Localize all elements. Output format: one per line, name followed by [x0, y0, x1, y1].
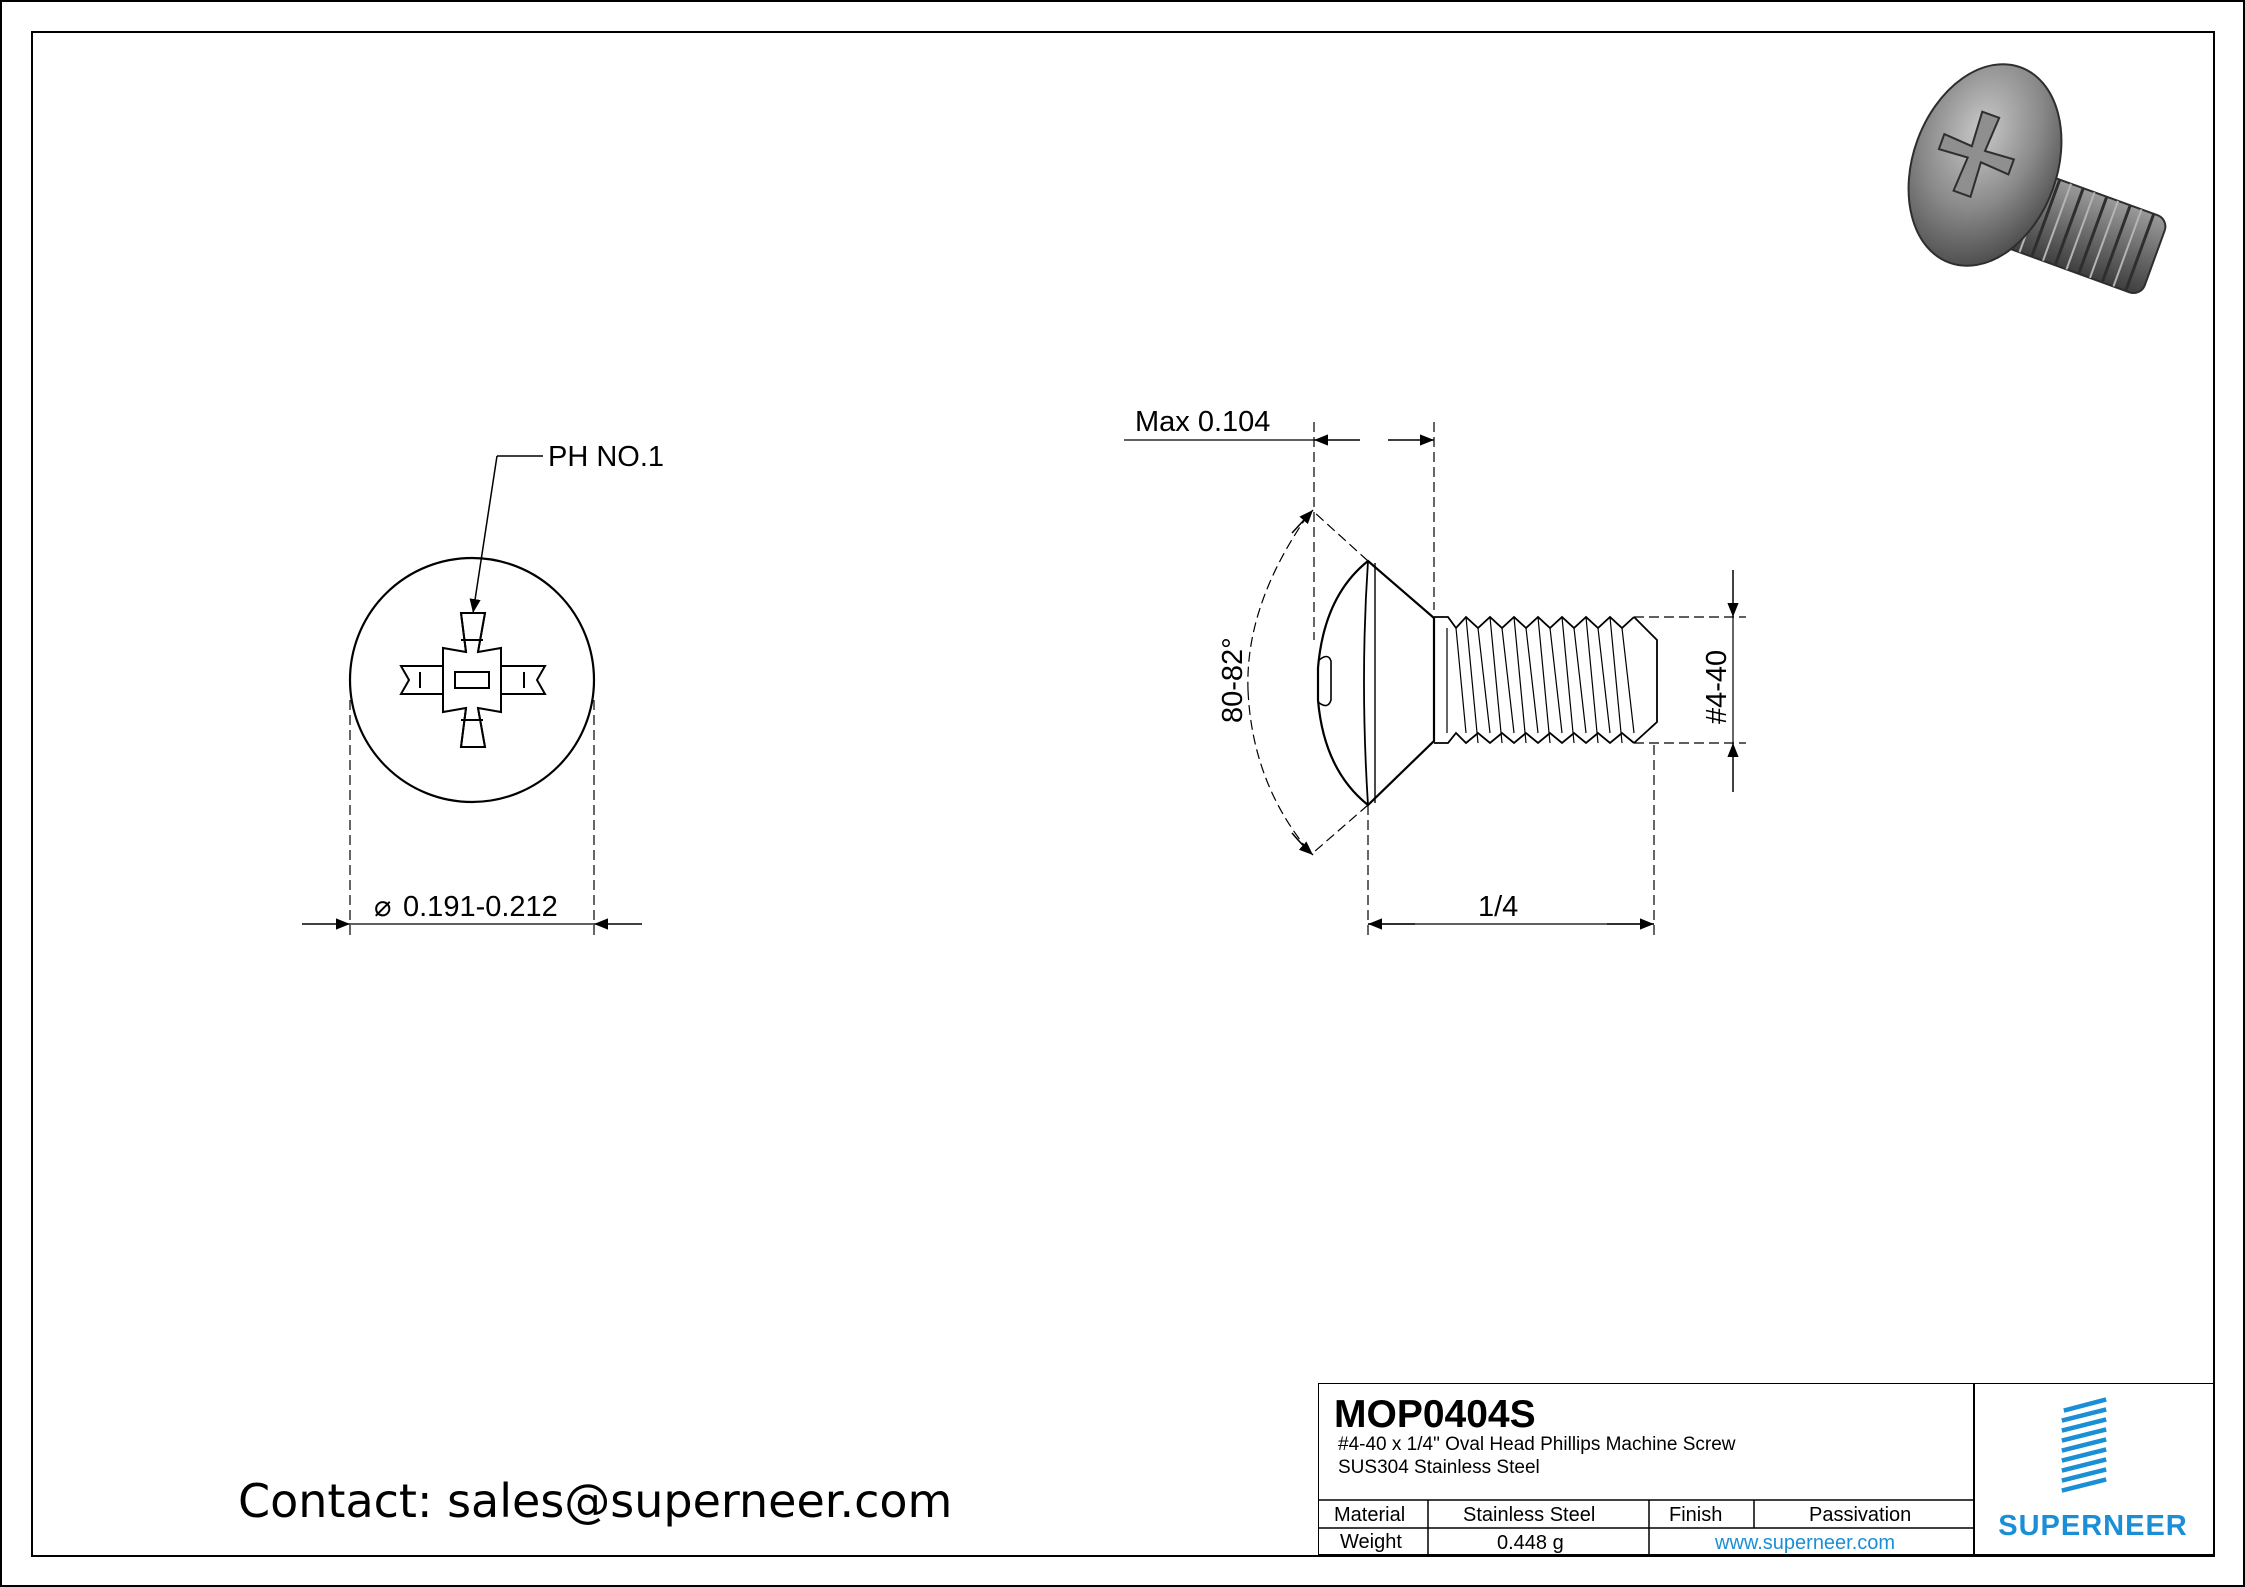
sheet-border — [1, 1, 2244, 1586]
top-view — [302, 441, 664, 935]
angle-dimension — [1248, 510, 1368, 855]
material-value: Stainless Steel — [1463, 1504, 1596, 1526]
diameter-symbol: ⌀ — [374, 891, 392, 923]
drive-label: PH NO.1 — [548, 441, 665, 473]
part-number: MOP0404S — [1334, 1393, 1536, 1436]
side-view — [1124, 406, 1746, 935]
weight-value: 0.448 g — [1497, 1532, 1564, 1554]
screw-3d-render-icon — [1882, 43, 2169, 297]
material-line: SUS304 Stainless Steel — [1338, 1457, 1540, 1478]
oval-head — [1318, 561, 1434, 805]
threaded-shank — [1434, 617, 1657, 743]
thread-label: #4-40 — [1701, 649, 1733, 724]
head-height-label: Max 0.104 — [1135, 406, 1271, 438]
head-height-dimension — [1124, 422, 1434, 640]
website-link[interactable]: www.superneer.com — [1715, 1532, 1896, 1554]
diameter-label: 0.191-0.212 — [403, 891, 558, 923]
weight-header: Weight — [1340, 1531, 1402, 1553]
material-header: Material — [1334, 1504, 1406, 1526]
brand-name: SUPERNEER — [1998, 1510, 2188, 1542]
drive-leader — [473, 456, 543, 613]
part-description: #4-40 x 1/4" Oval Head Phillips Machine Screw — [1338, 1434, 1736, 1455]
angle-label: 80-82° — [1217, 637, 1249, 723]
contact-text: Contact: sales@superneer.com — [238, 1474, 953, 1528]
length-label: 1/4 — [1478, 891, 1519, 923]
finish-value: Passivation — [1809, 1504, 1912, 1526]
phillips-recess-icon — [401, 613, 545, 747]
finish-header: Finish — [1669, 1504, 1723, 1526]
